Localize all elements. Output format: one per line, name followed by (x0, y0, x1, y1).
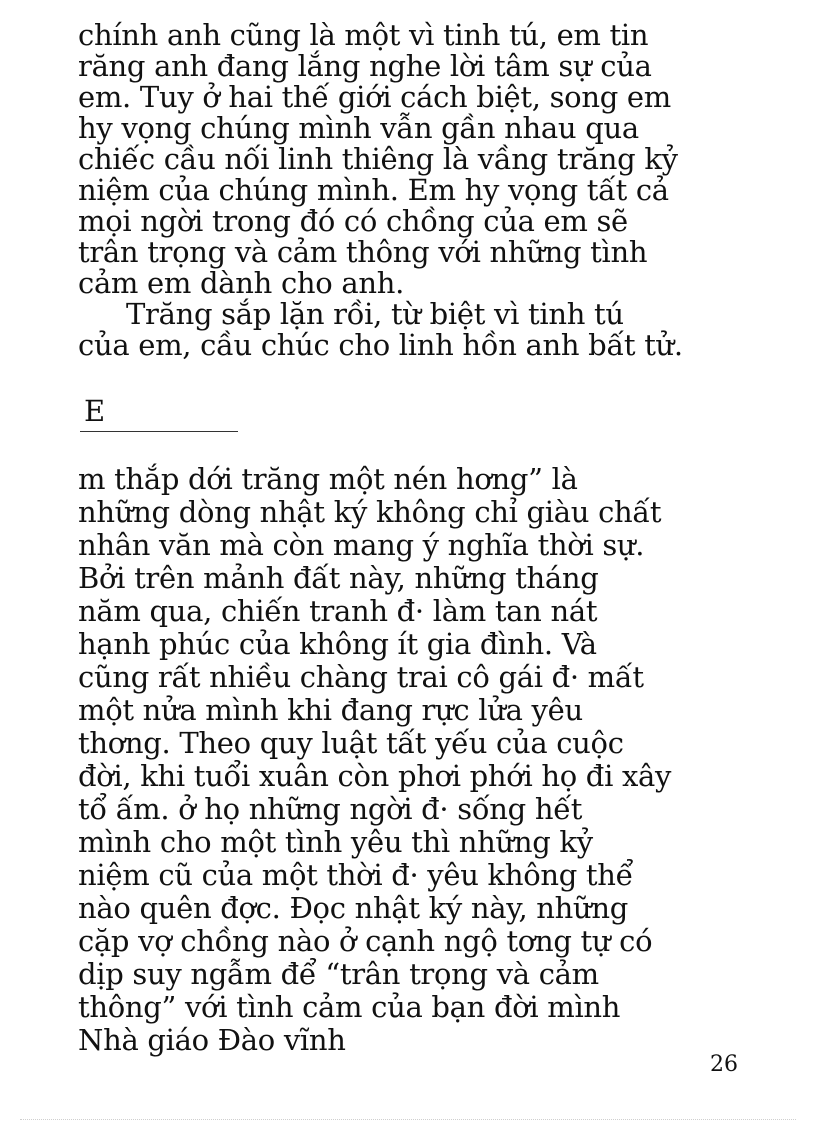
text-line: Trăng sắp lặn rồi, từ biệt vì tinh tú (126, 297, 624, 331)
text-line: m thắp dới trăng một nén hơng” là (78, 462, 578, 496)
text-line: mọi ngời trong đó có chồng của em sẽ (78, 204, 628, 238)
text-line: tổ ấm. ở họ những ngời đ· sống hết (78, 792, 583, 826)
text-line: Nhà giáo Đào vĩnh (78, 1023, 346, 1057)
text-line: hạnh phúc của không ít gia đình. Và (78, 627, 597, 661)
text-line: Bởi trên mảnh đất này, những tháng (78, 561, 599, 595)
text-line: của em, cầu chúc cho linh hồn anh bất tử. (78, 328, 683, 362)
text-line: thông” với tình cảm của bạn đời mình (78, 990, 621, 1024)
text-line: chính anh cũng là một vì tinh tú, em tin (78, 18, 649, 52)
text-line: mình cho một tình yêu thì những kỷ (78, 825, 593, 859)
text-line: đời, khi tuổi xuân còn phơi phới họ đi xây (78, 759, 672, 793)
footnote-divider (80, 431, 238, 432)
page-bottom-border (20, 1119, 796, 1120)
paragraph-commentary (78, 463, 778, 1057)
text-line: niệm của chúng mình. Em hy vọng tất cả (78, 173, 669, 207)
text-line: hy vọng chúng mình vẫn gần nhau qua (78, 111, 639, 145)
text-line: cặp vợ chồng nào ở cạnh ngộ tơng tự có (78, 924, 653, 958)
paragraph-letter-body (78, 20, 778, 361)
text-line: nào quên đợc. Đọc nhật ký này, những (78, 891, 629, 925)
text-line: năm qua, chiến tranh đ· làm tan nát (78, 594, 598, 628)
text-line: dịp suy ngẫm để “trân trọng và cảm (78, 957, 599, 991)
text-line: cảm em dành cho anh. (78, 266, 405, 300)
text-line: em. Tuy ở hai thế giới cách biệt, song em (78, 80, 671, 114)
text-line: trân trọng và cảm thông với những tình (78, 235, 648, 269)
text-line: răng anh đang lắng nghe lời tâm sự của (78, 49, 652, 83)
text-line: những dòng nhật ký không chỉ giàu chất (78, 495, 662, 529)
text-line: thơng. Theo quy luật tất yếu của cuộc (78, 726, 624, 760)
text-line: chiếc cầu nối linh thiêng là vầng trăng kỷ (78, 142, 678, 176)
text-line: một nửa mình khi đang rực lửa yêu (78, 693, 583, 727)
page-number: 26 (710, 1052, 738, 1077)
text-line: niệm cũ của một thời đ· yêu không thể (78, 858, 634, 892)
text-line: cũng rất nhiều chàng trai cô gái đ· mất (78, 660, 644, 694)
text-line: nhân văn mà còn mang ý nghĩa thời sự. (78, 528, 645, 562)
footnote-marker: E (84, 394, 106, 428)
